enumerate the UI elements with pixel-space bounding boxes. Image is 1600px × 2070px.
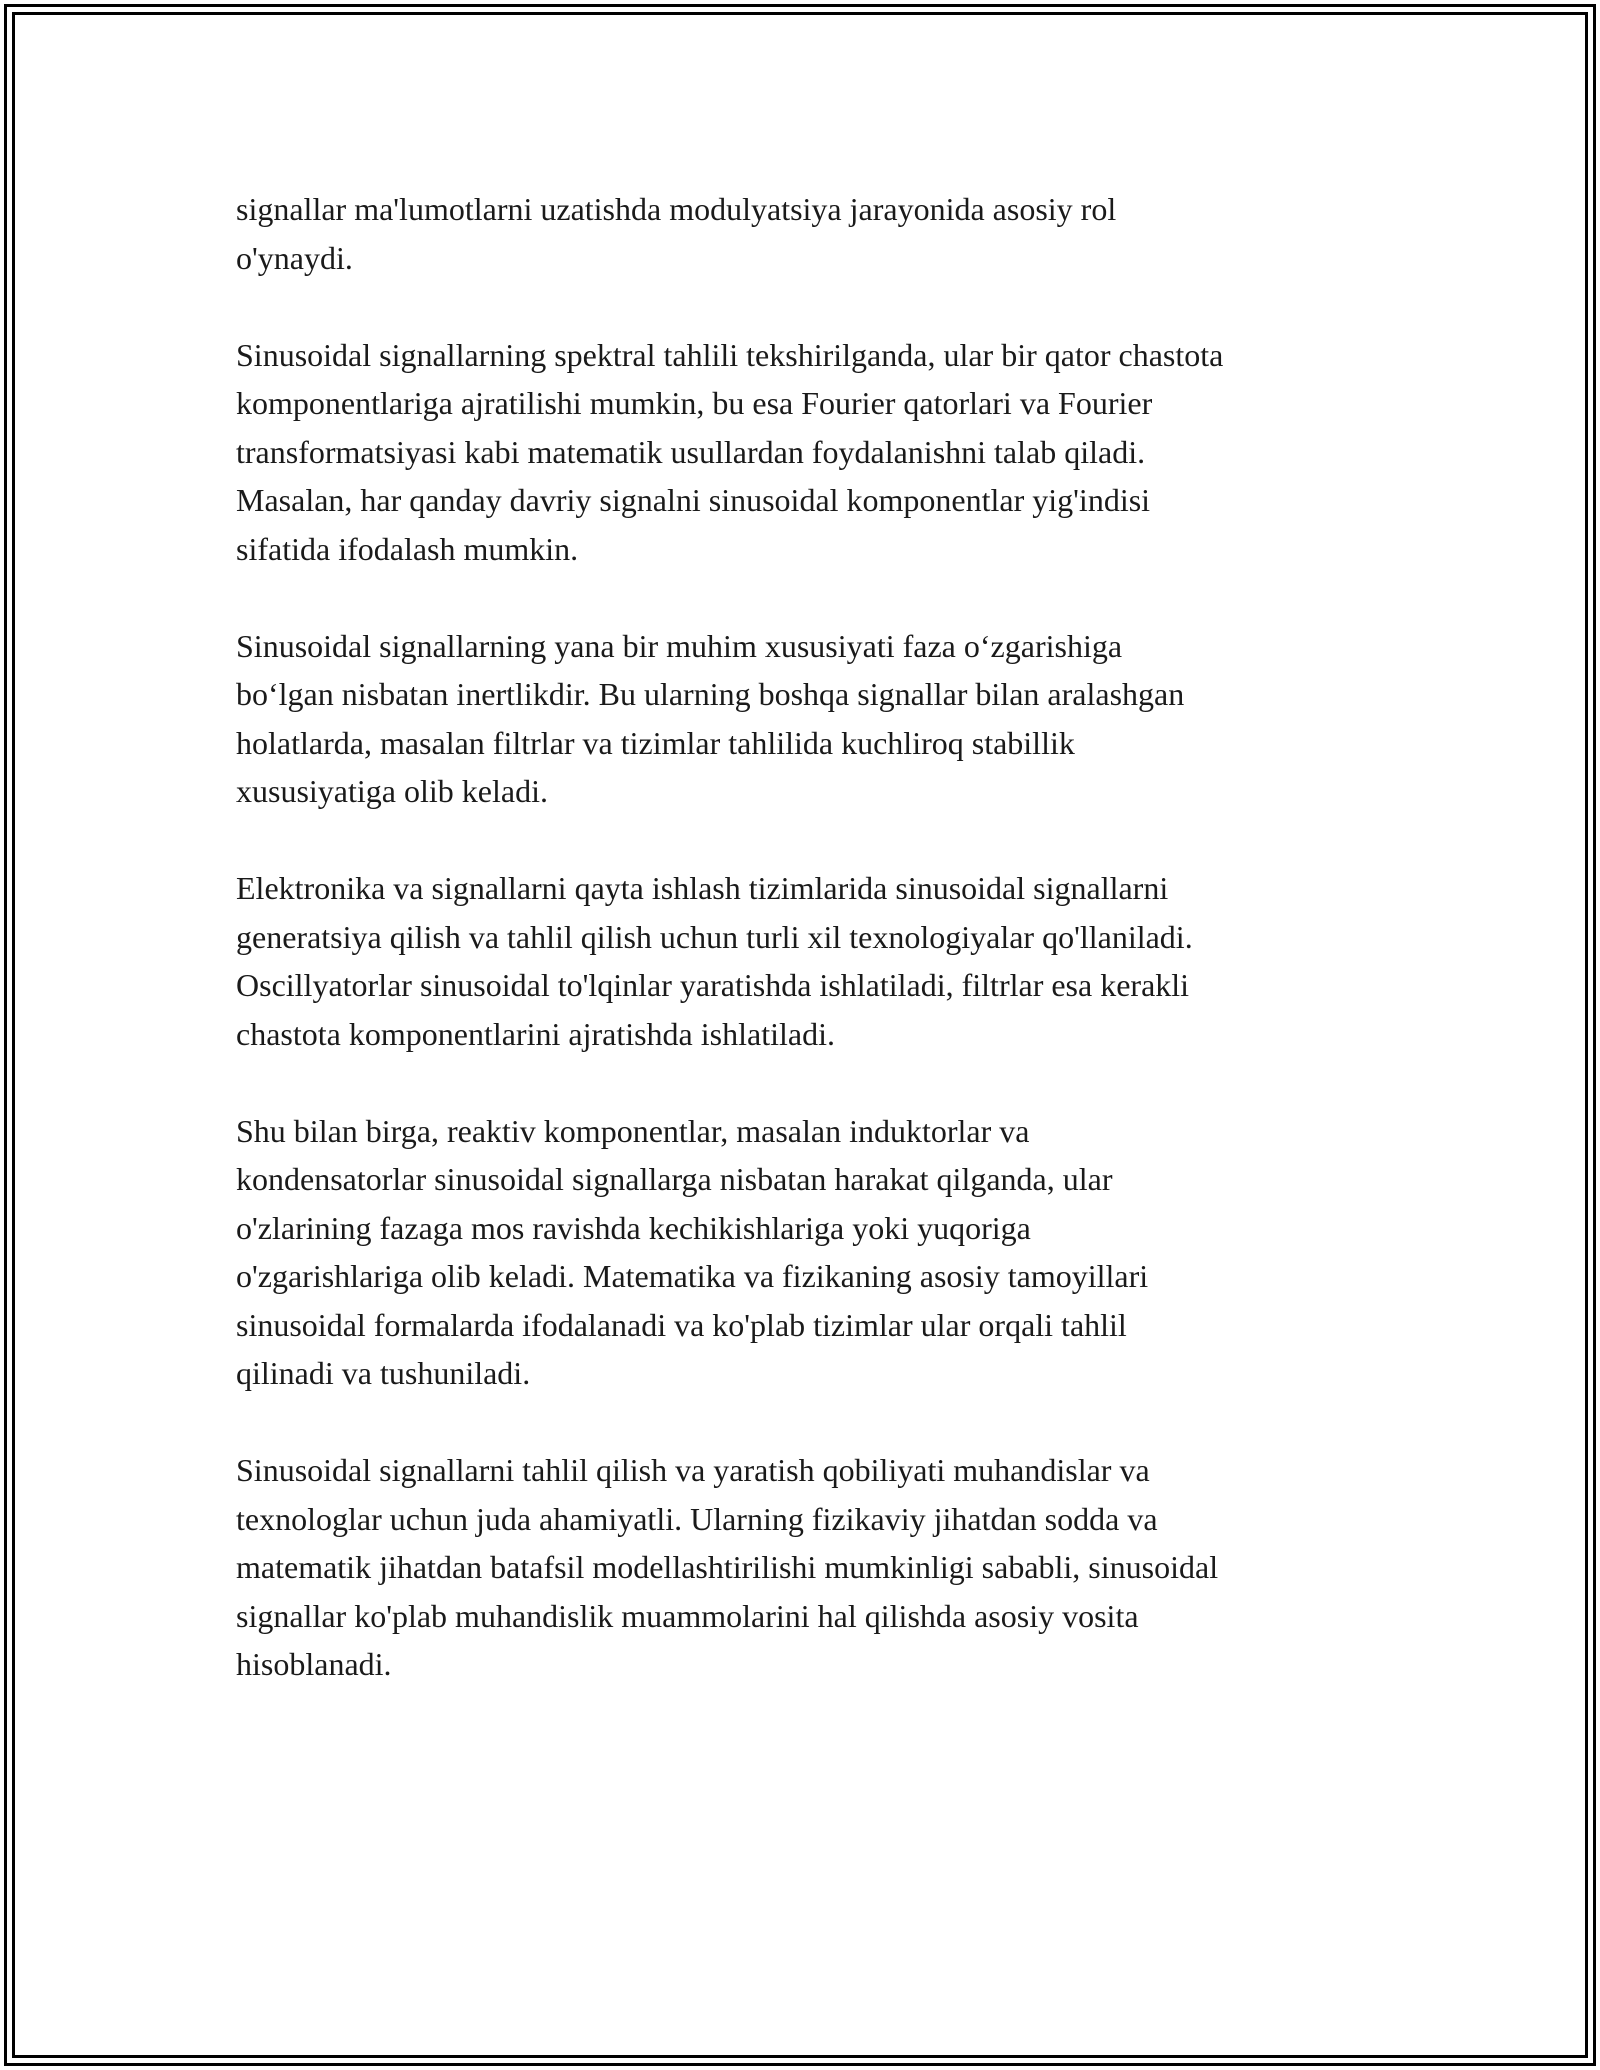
paragraph-2: Sinusoidal signallarning spektral tahlili tekshirilganda, ular bir qator chastota komponentlariga ajratilishi mumkin, bu esa Fourier qatorlari va Fourier transformatsiyasi kabi matematik usullardan foydalanishni talab qiladi. Masalan, har qanday davriy signalni sinusoidal komponentlar yig'indisi sifatida ifodalash mumkin.	[236, 336, 1224, 567]
paragraph-5: Shu bilan birga, reaktiv komponentlar, masalan induktorlar va kondensatorlar sinusoidal signallarga nisbatan harakat qilganda, ular o'zlarining fazaga mos ravishda kechikishlariga yoki yuqoriga o'zgarishlariga olib keladi. Matematika va fizikaning asosiy tamoyillari sinusoidal formalarda ifodalanadi va ko'plab tizimlar ular orqali tahlil qilinadi va tushuniladi.	[236, 1112, 1149, 1391]
document-body	[236, 185, 1386, 1737]
paragraph-3: Sinusoidal signallarning yana bir muhim xususiyati faza o‘zgarishiga bo‘lgan nisbatan inertlikdir. Bu ularning boshqa signallar bilan aralashgan holatlarda, masalan filtrlar va tizimlar tahlilida kuchliroq stabillik xususiyatiga olib keladi.	[236, 627, 1185, 809]
paragraph-6: Sinusoidal signallarni tahlil qilish va yaratish qobiliyati muhandislar va texnologlar uchun juda ahamiyatli. Ularning fizikaviy jihatdan sodda va matematik jihatdan batafsil modellashtirilishi mumkinligi sababli, sinusoidal signallar ko'plab muhandislik muammolarini hal qilishda asosiy vosita hisoblanadi.	[236, 1452, 1219, 1682]
paragraph-1: signallar ma'lumotlarni uzatishda modulyatsiya jarayonida asosiy rol o'ynaydi.	[236, 191, 1117, 276]
paragraph-4: Elektronika va signallarni qayta ishlash tizimlarida sinusoidal signallarni generatsiya qilish va tahlil qilish uchun turli xil texnologiyalar qo'llaniladi. Oscillyatorlar sinusoidal to'lqinlar yaratishda ishlatiladi, filtrlar esa kerakli chastota komponentlarini ajratishda ishlatiladi.	[236, 870, 1193, 1052]
